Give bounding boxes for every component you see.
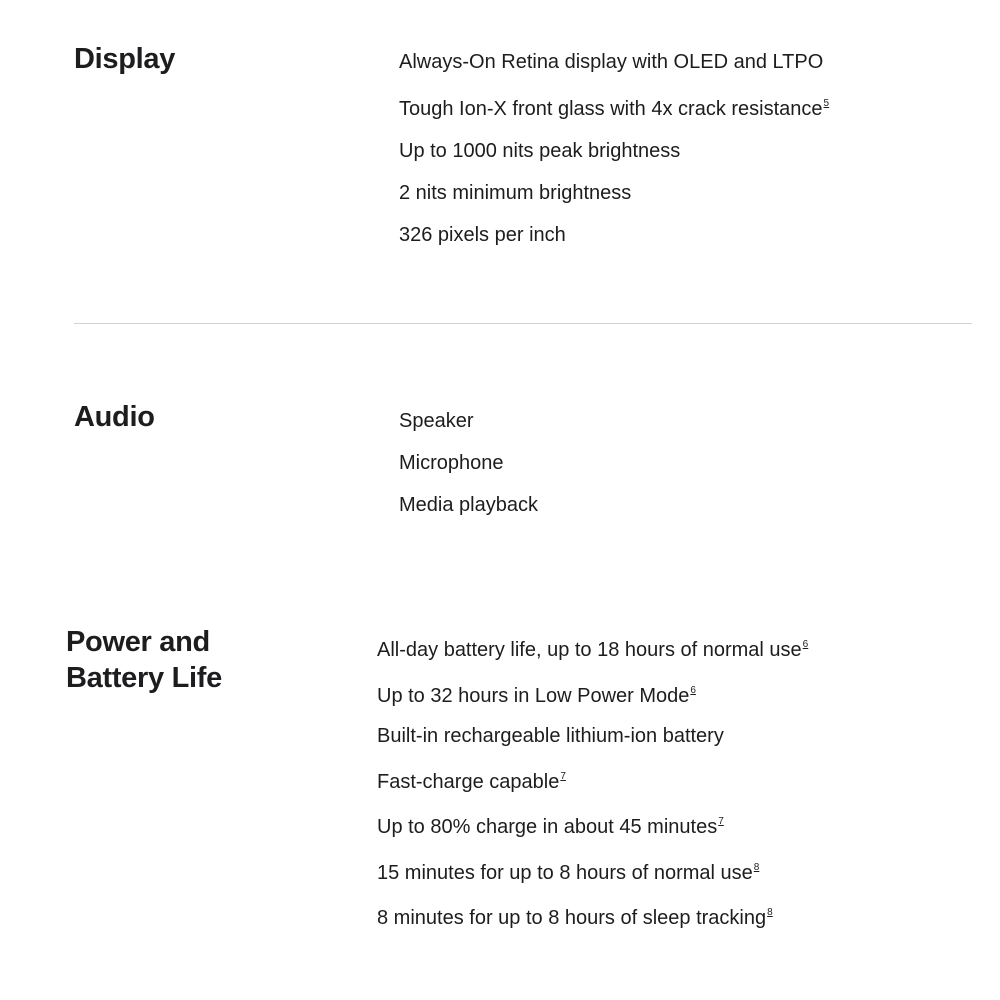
footnote-link[interactable]: 6 (802, 639, 809, 650)
spec-item: All-day battery life, up to 18 hours of normal use$^6$ (377, 639, 809, 661)
spec-item: Up to 1000 nits peak brightness (399, 140, 681, 162)
spec-item: Speaker (399, 410, 474, 432)
spec-item: Tough Ion-X front glass with 4x crack resistance$^5$ (399, 98, 830, 120)
spec-item: Up to 32 hours in Low Power Mode$^6$ (377, 684, 696, 707)
spec-item: 326 pixels per inch (399, 224, 566, 246)
display-heading: Display (74, 43, 176, 75)
spec-item: Fast-charge capable$^7$ (377, 770, 566, 793)
audio-heading: Audio (74, 401, 155, 433)
power-battery-heading (66, 624, 222, 696)
footnote-link[interactable]: 8 (767, 907, 773, 918)
footnote-link[interactable]: 5 (823, 98, 830, 109)
spec-item: Always-On Retina display with OLED and LTPO (399, 51, 824, 73)
power-heading-line1: Power and (66, 626, 210, 658)
audio-spec-list (399, 400, 538, 526)
section-divider (74, 323, 972, 324)
power-heading-line2: Battery Life (66, 662, 222, 694)
spec-item: 15 minutes for up to 8 hours of normal use$^8$ (377, 861, 760, 884)
footnote-link[interactable]: 6 (690, 684, 696, 696)
spec-item: 2 nits minimum brightness (399, 182, 632, 204)
power-spec-list (377, 625, 808, 939)
spec-item: Up to 80% charge in about 45 minutes$^7$ (377, 816, 724, 838)
footnote-link[interactable]: 8 (753, 861, 760, 873)
footnote-link[interactable]: 7 (560, 770, 566, 782)
spec-item: Built-in rechargeable lithium-ion battery (377, 725, 724, 747)
spec-item: 8 minutes for up to 8 hours of sleep tracking$^8$ (377, 907, 773, 929)
display-spec-list (399, 41, 829, 256)
footnote-link[interactable]: 7 (718, 816, 724, 827)
spec-item: Media playback (399, 494, 538, 516)
spec-item: Microphone (399, 452, 504, 474)
